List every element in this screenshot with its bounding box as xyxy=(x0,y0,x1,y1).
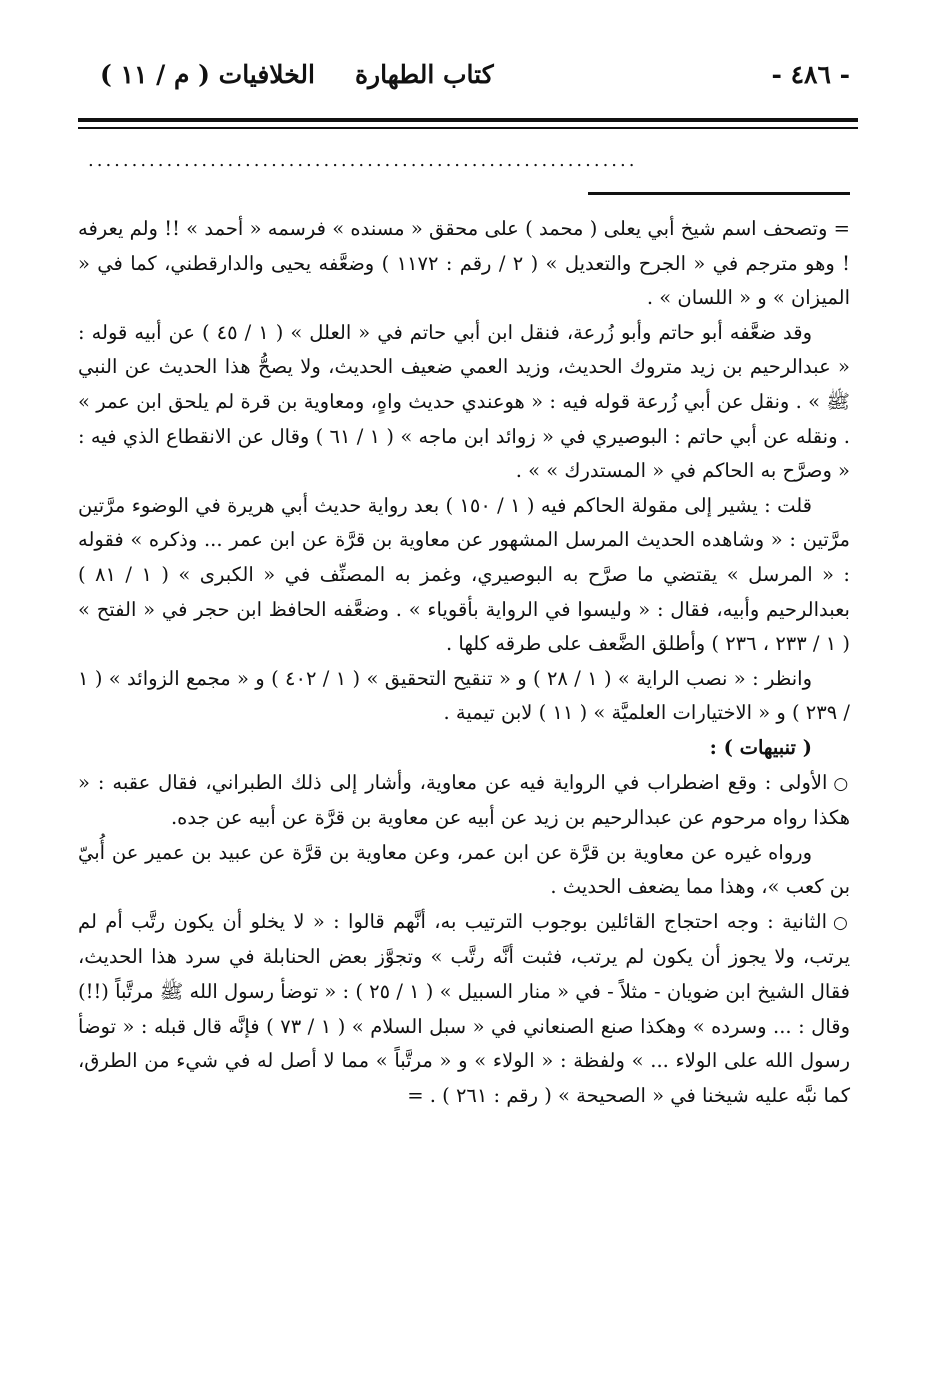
circle-bullet-icon: ○ xyxy=(833,912,850,933)
paragraph xyxy=(78,212,850,316)
paragraph-text: قلت : يشير إلى مقولة الحاكم فيه ( ١ / ١٥٠ ) بعد رواية حديث أبي هريرة في الوضوء مرَّتين مرَّتين : « وشاهده الحديث المرسل المشهور عن معاوية بن قرَّة عن ابن عمر ... وذكره » فقوله : « المرسل » يقتضي ما صرَّح به البوصيري، وغمز به المصنِّف في « الكبرى » ( ١ / ٨١ ) بعبدالرحيم وأبيه، فقال : « وليسوا في الرواية بأقوياء » . وضعَّفه الحافظ ابن حجر في « الفتح » ( ١ / ٢٣٣ ، ٢٣٦ ) وأطلق الضَّعف على طرقه كلها . xyxy=(78,493,850,656)
paragraph-text: وقد ضعَّفه أبو حاتم وأبو زُرعة، فنقل ابن أبي حاتم في « العلل » ( ١ / ٤٥ ) عن أبيه قوله : « عبدالرحيم بن زيد متروك الحديث، وزيد العمي ضعيف الحديث، ولا يصحُّ هذا الحديث عن النبي ﷺ » . ونقل عن أبي زُرعة قوله فيه : « هوعندي حديث واهٍ، ومعاوية بن قرة لم يلحق ابن عمر » . ونقله عن أبي حاتم : البوصيري في « زوائد ابن ماجه » ( ١ / ٦١ ) وقال عن الانقطاع الذي فيه : « وصرَّح به الحاكم في « المستدرك » » . xyxy=(78,320,850,483)
paragraph xyxy=(78,766,850,836)
header-titles xyxy=(100,60,494,89)
paragraph xyxy=(78,836,850,905)
page-number: - ٤٨٦ - xyxy=(771,59,850,89)
paragraph xyxy=(78,662,850,731)
circle-bullet-icon: ○ xyxy=(833,773,850,794)
dotted-separator: ............................................................... xyxy=(88,150,638,171)
section-title: الخلافيات ( م / ١١ ) xyxy=(100,59,315,89)
footnote-body xyxy=(78,212,850,1113)
paragraph xyxy=(78,489,850,662)
paragraph xyxy=(78,316,850,489)
paragraph xyxy=(78,905,850,1114)
paragraph-text: الثانية : وجه احتجاج القائلين بوجوب الترتيب به، أنَّهم قالوا : « لا يخلو أن يكون رتَّب أم لم يرتب، ولا يجوز أن يكون لم يرتب، فثبت أنَّه رتَّب » وتجوَّز بعض الحنابلة في سرد هذا الحديث، فقال الشيخ ابن ضويان - مثلاً - في « منار السبيل » ( ١ / ٢٥ ) : « توضأ رسول الله ﷺ مرتَّباً (!!) وقال : ... وسرده » وهكذا صنع الصنعاني في « سبل السلام » ( ١ / ٧٣ ) فإنَّه قال قبله : « توضأ رسول الله على الولاء ... » ولفظة : « الولاء » و « مرتَّباً » مما لا أصل له في شيء من الطرق، كما نبَّه عليه شيخنا في « الصحيحة » ( رقم : ٢٦١ ) . = xyxy=(78,909,851,1107)
book-title: كتاب الطهارة xyxy=(354,59,494,89)
paragraph-text: = وتصحف اسم شيخ أبي يعلى ( محمد ) على محقق « مسنده » فرسمه « أحمد » !! ولم يعرفه ! وهو مترجم في « الجرح والتعديل » ( ٢ / رقم : ١١٧٢ ) وضعَّفه يحيى والدارقطني، كما في « الميزان » و « اللسان » . xyxy=(78,217,850,310)
section-heading xyxy=(78,731,850,766)
paragraph-text: وانظر : « نصب الراية » ( ١ / ٢٨ ) و « تنقيح التحقيق » ( ١ / ٤٠٢ ) و « مجمع الزوائد » ( ١ / ٢٣٩ ) و « الاختيارات العلميَّة » ( ١١ ) لابن تيمية . xyxy=(78,666,850,725)
running-header xyxy=(100,52,850,96)
paragraph-text: ورواه غيره عن معاوية بن قرَّة عن ابن عمر، وعن معاوية بن قرَّة عن عبيد بن عمير عن أُبيّ بن كعب »، وهذا مما يضعف الحديث . xyxy=(78,840,850,899)
header-rule-thin xyxy=(78,127,858,129)
header-rule-thick xyxy=(78,118,858,122)
paragraph-text: الأولى : وقع اضطراب في الرواية فيه عن معاوية، وأشار إلى ذلك الطبراني، فقال عقبه : « هكذا رواه مرحوم عن عبدالرحيم بن زيد عن أبيه عن معاوية بن قرَّة عن أبيه عن جده. xyxy=(78,770,850,830)
paragraph-text: ( تنبيهات ) : xyxy=(709,735,812,759)
footnote-rule xyxy=(588,192,850,195)
